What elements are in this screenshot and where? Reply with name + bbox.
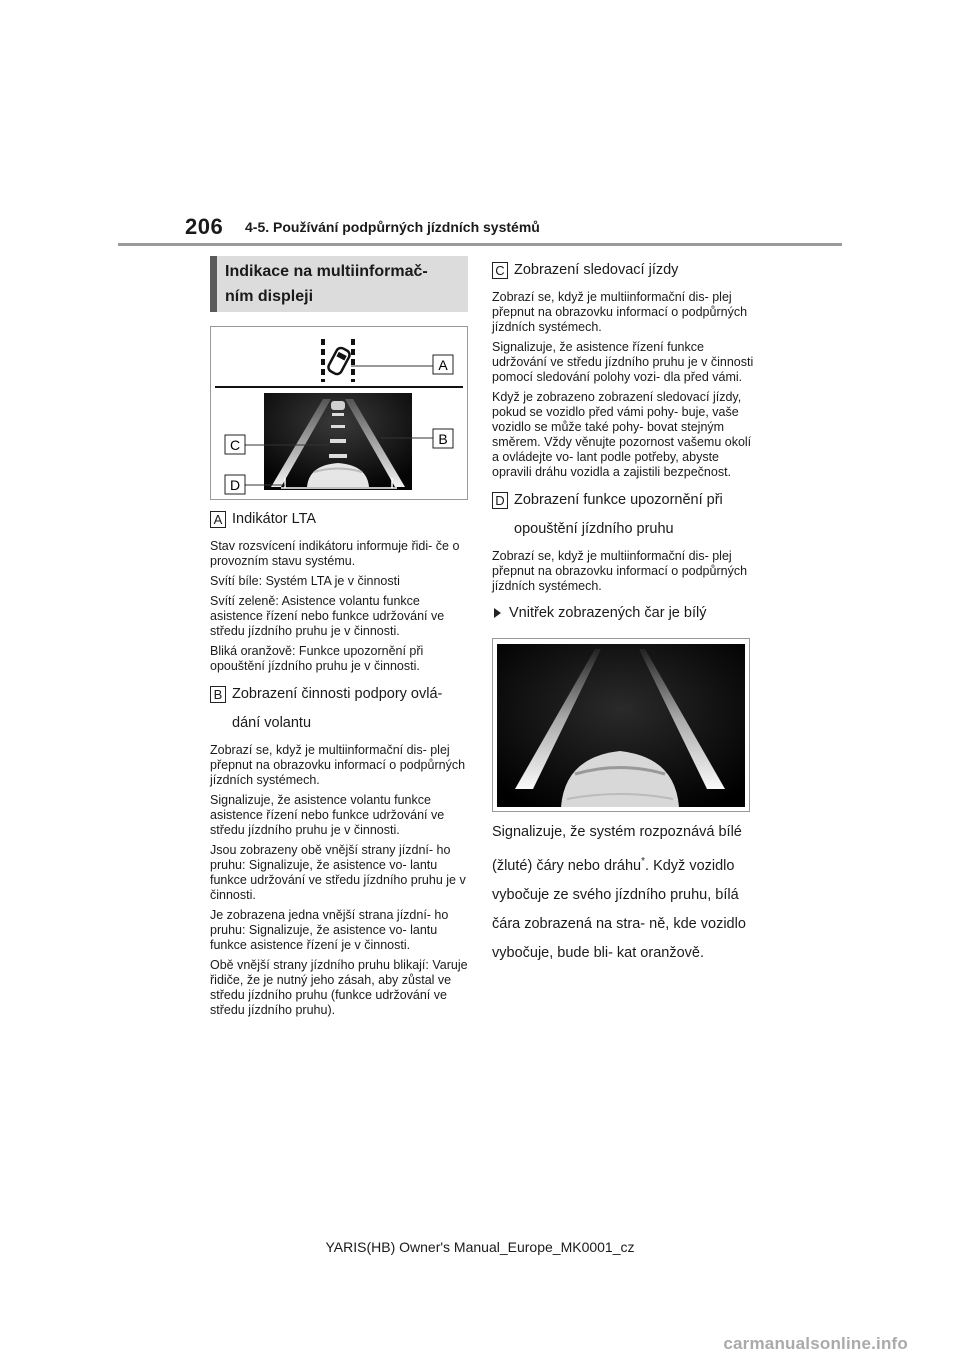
- item-a-paragraph-3: Svítí zeleně: Asistence volantu funkce asistence řízení nebo funkce udržování ve středu jízdního pruhu je v činnosti.: [210, 594, 445, 638]
- item-d-heading: [492, 486, 754, 515]
- item-d-bullet: [492, 602, 754, 624]
- item-a-paragraph-1: Stav rozsvícení indikátoru informuje řidi- če o provozním stavu systému.: [210, 539, 460, 568]
- item-c-paragraph-2: Signalizuje, že asistence řízení funkce udržování ve středu jízdního pruhu je v činnosti pomocí sledování polohy vozi- dla před vámi.: [492, 340, 754, 384]
- item-b-title-line2: dání volantu: [232, 715, 312, 731]
- callout-a: [433, 355, 453, 374]
- item-b-paragraph-2: Signalizuje, že asistence volantu funkce asistence řízení nebo funkce udržování ve středu jízdního pruhu je v činnosti.: [210, 793, 445, 837]
- item-a-paragraph-2: Svítí bíle: Systém LTA je v činnosti: [210, 574, 400, 588]
- item-b-paragraph-1: Zobrazí se, když je multiinformační dis- plej přepnut na obrazovku informací o podpůrných jízdních systémech.: [210, 743, 466, 787]
- page-number: 206: [185, 214, 224, 239]
- item-a-title: Indikátor LTA: [232, 511, 317, 527]
- item-b-paragraph-5: Obě vnější strany jízdního pruhu blikají: Varuje řidiče, že je nutný jeho zásah, aby zůstal ve středu jízdního pruhu (funkce udržování ve středu jízdního pruhu).: [210, 958, 468, 1017]
- header-divider: [118, 243, 842, 246]
- callout-b-label: B: [438, 431, 448, 447]
- callout-d: [225, 475, 245, 494]
- item-b-paragraph-4: Je zobrazena jedna vnější strana jízdní- ho pruhu: Signalizuje, že asistence vo- lantu funkce asistence řízení je v činnosti.: [210, 908, 449, 952]
- triangle-bullet-icon: [494, 608, 501, 618]
- item-c-paragraph-1: Zobrazí se, když je multiinformační dis- plej přepnut na obrazovku informací o podpůrných jízdních systémech.: [492, 290, 748, 334]
- item-d-paragraph-1: Zobrazí se, když je multiinformační dis- plej přepnut na obrazovku informací o podpůrných jízdních systémech.: [492, 549, 748, 593]
- chapter-title: 4-5. Používání podpůrných jízdních systémů: [245, 219, 540, 235]
- item-d-bullet-text: Vnitřek zobrazených čar je bílý: [509, 605, 707, 621]
- item-b-paragraph-3: Jsou zobrazeny obě vnější strany jízdní- ho pruhu: Signalizuje, že asistence vo- lantu funkce udržování ve středu jízdního pruhu je v činnosti.: [210, 843, 466, 902]
- callout-a-label: A: [438, 357, 448, 373]
- item-c-badge: C: [492, 262, 508, 279]
- watermark: carmanualsonline.info: [723, 1334, 908, 1353]
- section-title-line1: Indikace na multiinformač-: [225, 263, 428, 280]
- lta-display-figure: [210, 326, 468, 500]
- callout-c: [225, 435, 245, 454]
- left-column: [210, 256, 468, 1018]
- footer-manual-id: YARIS(HB) Owner's Manual_Europe_MK0001_cz: [325, 1239, 635, 1255]
- section-heading: [210, 256, 468, 312]
- lta-indicator-icon: [323, 339, 353, 382]
- item-c-paragraph-3: Když je zobrazeno zobrazení sledovací jízdy, pokud se vozidlo před vámi pohy- buje, vaše vozidlo se může také pohy- bovat stejným směrem. Vždy věnujte pozornost vašemu okolí a ovládejte vo- lant podle potřeby, abyste opravili dráhu vozidla a zajistili bezpečnost.: [492, 390, 752, 479]
- right-column: [492, 256, 754, 968]
- item-a-paragraph-4: Bliká oranžově: Funkce upozornění při opouštění jízdního pruhu je v činnosti.: [210, 644, 424, 673]
- item-b-title-line1: Zobrazení činnosti podpory ovlá-: [232, 686, 443, 702]
- item-a-heading: [210, 505, 468, 534]
- lane-lines-figure: [492, 638, 750, 812]
- item-d-note: [492, 818, 754, 968]
- item-a-badge: A: [210, 511, 226, 528]
- item-d-title-line2: opouštění jízdního pruhu: [514, 521, 674, 537]
- item-c-title: Zobrazení sledovací jízdy: [514, 262, 679, 278]
- callout-c-label: C: [229, 437, 241, 453]
- callout-d-label: D: [229, 477, 241, 493]
- item-d-title-line1: Zobrazení funkce upozornění při: [514, 492, 723, 508]
- item-b-badge: B: [210, 686, 226, 703]
- item-d-badge: D: [492, 492, 508, 509]
- lane-lines-illustration: [493, 639, 749, 811]
- item-b-heading: [210, 680, 468, 709]
- item-c-heading: [492, 256, 754, 285]
- callout-b: [433, 429, 453, 448]
- footnote-marker: *: [641, 856, 646, 867]
- item-d-note-before: Signalizuje, že systém rozpoznává bílé (žluté) čáry nebo dráhu: [492, 824, 742, 874]
- item-d-note-after: . Když vozidlo vybočuje ze svého jízdního pruhu, bílá čára zobrazená na stra- ně, kde vozidlo vybočuje, bude bli- kat oranžově.: [492, 857, 746, 961]
- lta-display-illustration: [211, 327, 467, 499]
- section-title-line2: ním displeji: [225, 288, 314, 305]
